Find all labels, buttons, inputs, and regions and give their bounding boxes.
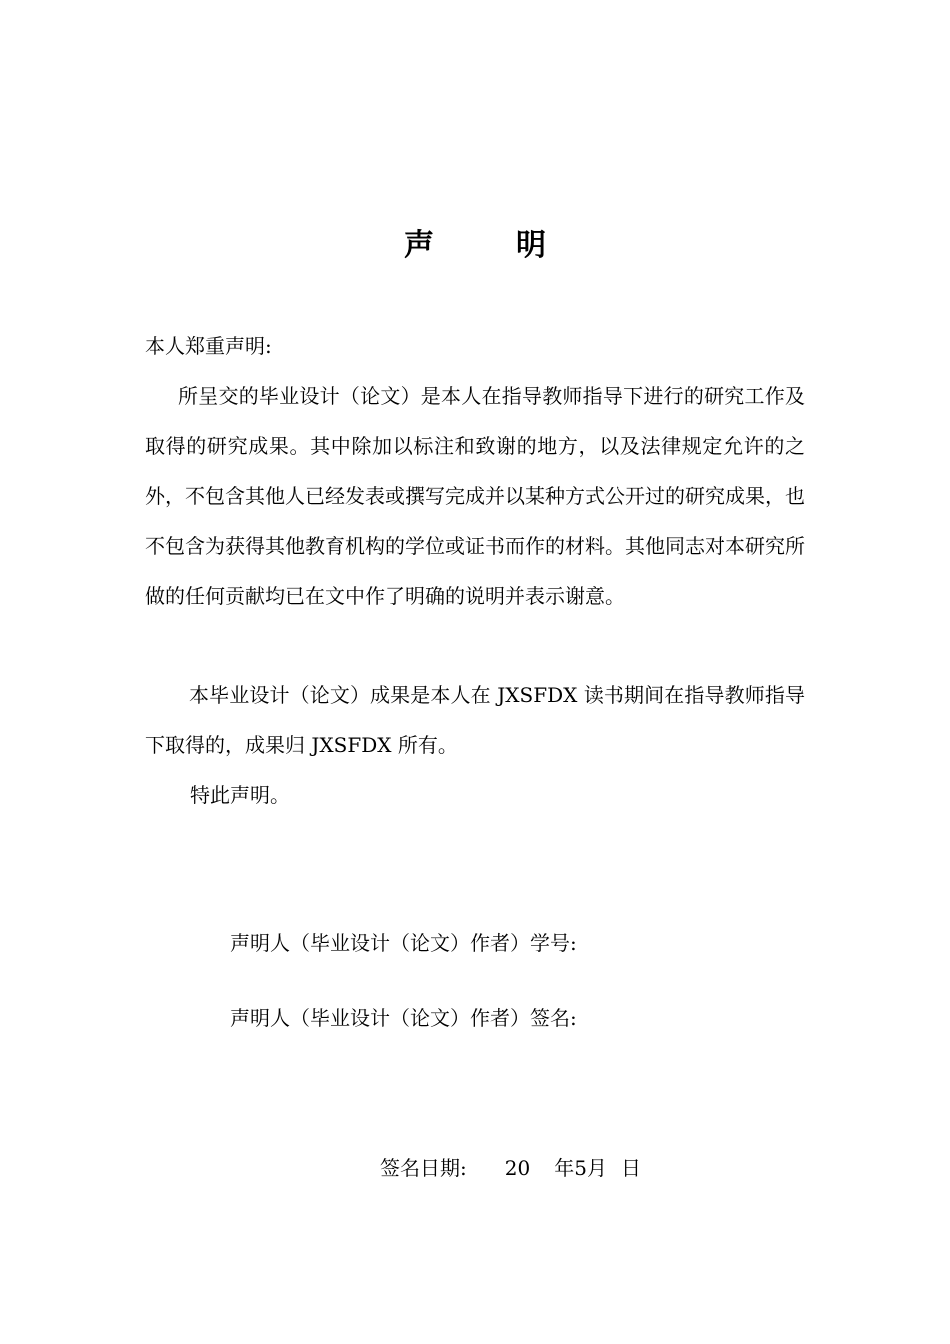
page-title [0,222,950,270]
date-year-suffix: 年 [554,1156,575,1180]
date-month: 5 [574,1156,587,1180]
opening-statement: 本人郑重声明: [145,334,272,358]
signature-date [380,1148,641,1188]
paragraph-ownership: 本毕业设计（论文）成果是本人在 JXSFDX 读书期间在指导教师指导下取得的，成果归 JXSFDX 所有。 [145,683,805,757]
signature-label: 声明人（毕业设计（论文）作者）签名: [230,1006,577,1030]
title-char-1: 声 [404,228,434,263]
paragraph-originality: 所呈交的毕业设计（论文）是本人在指导教师指导下进行的研究工作及取得的研究成果。其中除加以标注和致谢的地方，以及法律规定允许的之外，不包含其他人已经发表或撰写完成并以某种方式公开过的研究成果，也不包含为获得其他教育机构的学位或证书而作的材料。其他同志对本研究所做的任何贡献均已在文中作了明确的说明并表示谢意。 [145,384,805,608]
date-month-suffix: 月 [586,1156,607,1180]
paragraph-closing: 特此声明。 [190,783,290,807]
date-label: 签名日期: [380,1156,467,1180]
date-year-prefix: 20 [504,1156,531,1180]
student-id-label: 声明人（毕业设计（论文）作者）学号: [230,931,577,955]
date-day-suffix: 日 [620,1156,641,1180]
title-char-2: 明 [516,228,546,263]
